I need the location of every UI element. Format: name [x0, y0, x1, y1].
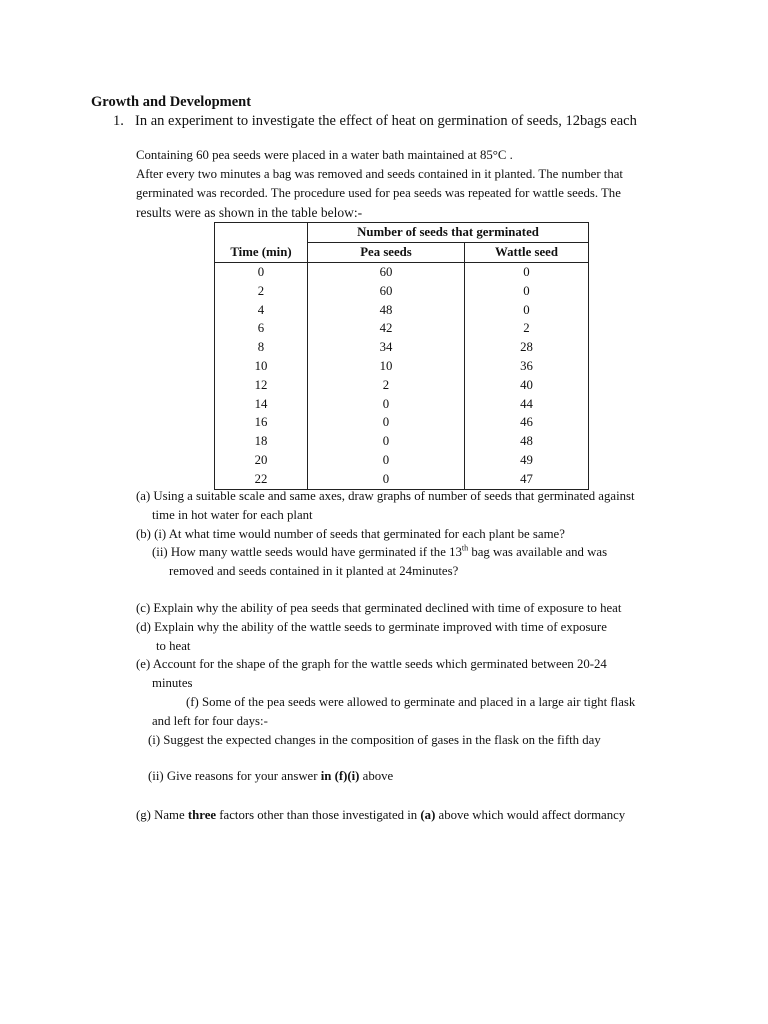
table-row: [215, 470, 589, 489]
pea-seeds-cell: 42: [308, 319, 465, 338]
pea-seeds-cell: 48: [308, 301, 465, 320]
question-f-ii: [148, 769, 393, 784]
time-cell: 20: [215, 451, 308, 470]
question-f-line1: (f) Some of the pea seeds were allowed to germinate and placed in a large air tight flask: [186, 695, 636, 709]
wattle-seed-cell: 2: [465, 319, 589, 338]
time-cell: 4: [215, 301, 308, 320]
pea-seeds-cell: 60: [308, 282, 465, 301]
time-cell: 12: [215, 376, 308, 395]
pea-seeds-cell: 0: [308, 432, 465, 451]
question-g-reference-a: (a): [420, 808, 436, 822]
wattle-seed-cell: 46: [465, 413, 589, 432]
question-a-line1: (a) Using a suitable scale and same axes, draw graphs of number of seeds that germinated against: [136, 489, 635, 503]
wattle-seed-cell: 49: [465, 451, 589, 470]
time-cell: 22: [215, 470, 308, 489]
intro-line: After every two minutes a bag was removed and seeds contained in it planted. The number that: [136, 167, 623, 181]
column-header-wattle: Wattle seed: [465, 243, 589, 263]
intro-line: Containing 60 pea seeds were placed in a water bath maintained at 85°C .: [136, 148, 513, 162]
question-g: [136, 808, 625, 823]
superscript-th: th: [461, 543, 469, 553]
pea-seeds-cell: 10: [308, 357, 465, 376]
column-header-pea: Pea seeds: [308, 243, 465, 263]
table-row: [215, 413, 589, 432]
table-corner-cell: [215, 223, 308, 243]
time-cell: 10: [215, 357, 308, 376]
question-g-text: (g) Name: [136, 808, 188, 822]
question-g-emphasis-three: three: [187, 808, 217, 822]
question-e-line1: (e) Account for the shape of the graph for the wattle seeds which germinated between 20-24: [136, 657, 607, 671]
question-text: In an experiment to investigate the effect of heat on germination of seeds, 12bags each: [135, 113, 637, 129]
table-row: [215, 263, 589, 282]
wattle-seed-cell: 44: [465, 395, 589, 414]
time-cell: 8: [215, 338, 308, 357]
question-number: 1.: [113, 113, 124, 129]
wattle-seed-cell: 36: [465, 357, 589, 376]
pea-seeds-cell: 60: [308, 263, 465, 282]
column-header-time: Time (min): [215, 243, 308, 263]
question-f-ii-text-end: above: [359, 769, 394, 783]
time-cell: 16: [215, 413, 308, 432]
wattle-seed-cell: 0: [465, 301, 589, 320]
question-f-line2: and left for four days:-: [152, 714, 268, 728]
intro-line: results were as shown in the table below:-: [136, 205, 363, 220]
question-d-line1: (d) Explain why the ability of the wattle seeds to germinate improved with time of exposure: [136, 620, 607, 634]
time-cell: 18: [215, 432, 308, 451]
question-a-line2: time in hot water for each plant: [152, 508, 313, 522]
time-cell: 2: [215, 282, 308, 301]
table-row: [215, 376, 589, 395]
question-c: (c) Explain why the ability of pea seeds that germinated declined with time of exposure to heat: [136, 601, 622, 615]
table-row: [215, 357, 589, 376]
table-row: [215, 282, 589, 301]
wattle-seed-cell: 28: [465, 338, 589, 357]
germination-results-table: [214, 222, 589, 490]
question-f-ii-reference: in (f)(i): [320, 769, 360, 783]
table-row: [215, 451, 589, 470]
question-d-line2: to heat: [156, 639, 191, 653]
pea-seeds-cell: 0: [308, 470, 465, 489]
question-b-ii-line2: removed and seeds contained in it planted at 24minutes?: [169, 564, 459, 578]
question-intro: [136, 146, 623, 222]
question-e-line2: minutes: [152, 676, 193, 690]
time-cell: 14: [215, 395, 308, 414]
pea-seeds-cell: 0: [308, 451, 465, 470]
wattle-seed-cell: 47: [465, 470, 589, 489]
table-row: [215, 319, 589, 338]
table-row: [215, 395, 589, 414]
table-body: [215, 263, 589, 490]
intro-line: germinated was recorded. The procedure used for pea seeds was repeated for wattle seeds. The: [136, 186, 621, 200]
pea-seeds-cell: 34: [308, 338, 465, 357]
table-row: [215, 432, 589, 451]
pea-seeds-cell: 2: [308, 376, 465, 395]
question-f-ii-text: (ii) Give reasons for your answer: [148, 769, 321, 783]
question-f-i: (i) Suggest the expected changes in the composition of gases in the flask on the fifth day: [148, 733, 601, 747]
table-row: [215, 301, 589, 320]
wattle-seed-cell: 0: [465, 282, 589, 301]
question-b-ii-text: (ii) How many wattle seeds would have germinated if the 13: [152, 545, 462, 559]
time-cell: 6: [215, 319, 308, 338]
section-heading: Growth and Development: [91, 94, 252, 110]
question-b-ii-text-end: bag was available and was: [468, 545, 608, 559]
time-cell: 0: [215, 263, 308, 282]
question-b-ii: [152, 545, 607, 560]
question-g-text-mid: factors other than those investigated in: [216, 808, 421, 822]
question-b-i: (b) (i) At what time would number of seeds that germinated for each plant be same?: [136, 527, 565, 541]
table-row: [215, 338, 589, 357]
table-group-header: Number of seeds that germinated: [308, 223, 589, 243]
wattle-seed-cell: 48: [465, 432, 589, 451]
pea-seeds-cell: 0: [308, 413, 465, 432]
pea-seeds-cell: 0: [308, 395, 465, 414]
wattle-seed-cell: 40: [465, 376, 589, 395]
wattle-seed-cell: 0: [465, 263, 589, 282]
question-g-text-end: above which would affect dormancy: [435, 808, 626, 822]
